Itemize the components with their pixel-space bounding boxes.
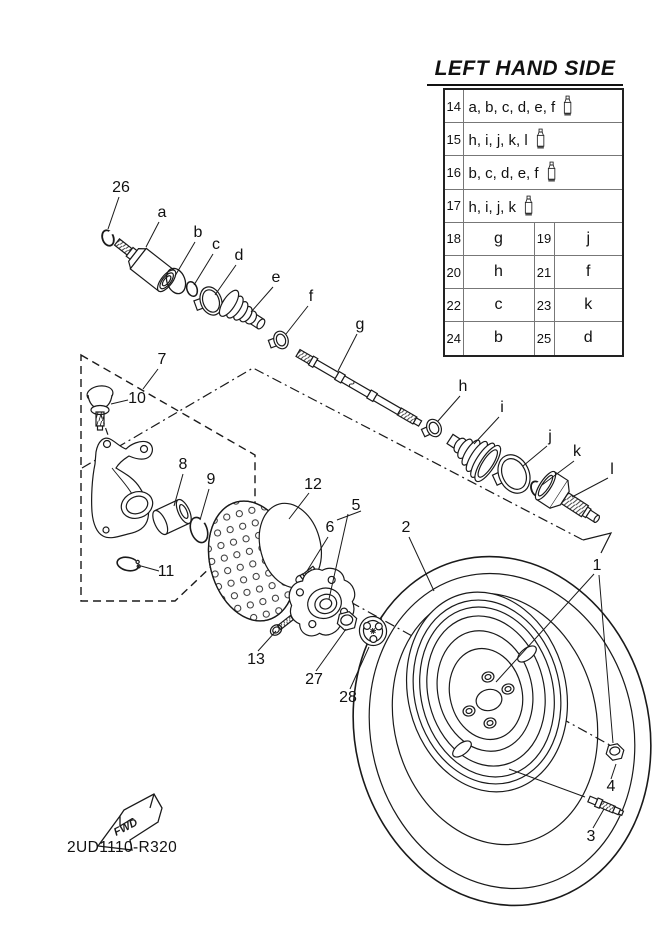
callout-28: 28 — [339, 689, 357, 706]
part-knuckle — [92, 438, 157, 538]
axis-bracket — [583, 533, 611, 553]
callout-k: k — [573, 443, 581, 460]
grease-tube-icon — [545, 161, 558, 183]
grease-tube-icon — [561, 95, 574, 117]
part-axle-shaft — [296, 349, 423, 428]
fwd-arrow-label: FWD — [111, 816, 140, 839]
ref-num: 15 — [444, 123, 463, 156]
grease-reference-table — [443, 88, 624, 357]
part-hub-cap-28 — [357, 614, 389, 647]
ref-num: 20 — [444, 255, 463, 288]
callout-c: c — [212, 236, 220, 253]
table-row — [444, 189, 623, 222]
callout-2: 2 — [401, 519, 411, 536]
table-row — [444, 156, 623, 189]
part-boot-e — [216, 287, 272, 338]
ref-num: 18 — [444, 222, 463, 255]
callout-e: e — [271, 269, 281, 286]
callout-13: 13 — [247, 651, 265, 668]
table-row — [444, 255, 623, 288]
callout-f: f — [308, 288, 314, 305]
callout-6: 6 — [325, 519, 335, 536]
part-ball-joint — [86, 384, 114, 430]
ref-num: 24 — [444, 322, 463, 356]
part-clamp-h — [419, 417, 444, 441]
part-rim — [386, 575, 588, 809]
callout-a: a — [157, 204, 167, 221]
ref-num: 14 — [444, 89, 463, 123]
ref-num: 16 — [444, 156, 463, 189]
callout-d: d — [234, 247, 244, 264]
callout-b: b — [193, 224, 203, 241]
ref-letters: h, i, j, k — [463, 189, 623, 222]
ref-letters: a, b, c, d, e, f — [463, 89, 623, 123]
callout-5: 5 — [351, 497, 361, 514]
ref-letters: h, i, j, k, l — [463, 123, 623, 156]
ref-num: 17 — [444, 189, 463, 222]
callout-10: 10 — [128, 390, 146, 407]
part-bearing — [150, 497, 195, 536]
callout-27: 27 — [305, 671, 323, 688]
part-circlip-11 — [116, 555, 142, 573]
callout-11: 11 — [157, 563, 175, 580]
table-row — [444, 289, 623, 322]
callout-j: j — [548, 428, 552, 445]
callout-h: h — [458, 378, 468, 395]
grease-tube-icon — [522, 195, 535, 217]
ref-letters: b, c, d, e, f — [463, 156, 623, 189]
part-valve-stem — [587, 795, 624, 818]
callout-i: i — [500, 399, 504, 416]
ref-letter: d — [554, 322, 623, 356]
ref-num: 21 — [534, 255, 554, 288]
table-row — [444, 123, 623, 156]
ref-num: 19 — [534, 222, 554, 255]
callout-g: g — [355, 316, 365, 333]
ref-letter: c — [463, 289, 534, 322]
page-title: LEFT HAND SIDE — [427, 57, 623, 86]
table-row — [444, 89, 623, 123]
ref-letter: k — [554, 289, 623, 322]
callout-7: 7 — [157, 351, 167, 368]
callout-3: 3 — [586, 828, 596, 845]
ref-letter: j — [554, 222, 623, 255]
ref-letter: h — [463, 255, 534, 288]
grease-tube-icon — [534, 128, 547, 150]
callout-9: 9 — [206, 471, 216, 488]
part-cv-joint-outer — [532, 469, 607, 534]
callout-l: l — [610, 461, 614, 478]
callout-26: 26 — [112, 179, 130, 196]
ref-letter: g — [463, 222, 534, 255]
ref-num: 23 — [534, 289, 554, 322]
drawing-number: 2UD1110-R320 — [67, 839, 178, 856]
ref-num: 25 — [534, 322, 554, 356]
ref-num: 22 — [444, 289, 463, 322]
part-ring-c — [185, 280, 200, 298]
callout-4: 4 — [606, 778, 616, 795]
part-valve-nut — [605, 743, 626, 761]
table-row — [444, 322, 623, 356]
ref-letter: b — [463, 322, 534, 356]
table-row — [444, 222, 623, 255]
callout-8: 8 — [178, 456, 188, 473]
callout-12: 12 — [304, 476, 322, 493]
callout-1: 1 — [592, 557, 602, 574]
ref-letter: f — [554, 255, 623, 288]
